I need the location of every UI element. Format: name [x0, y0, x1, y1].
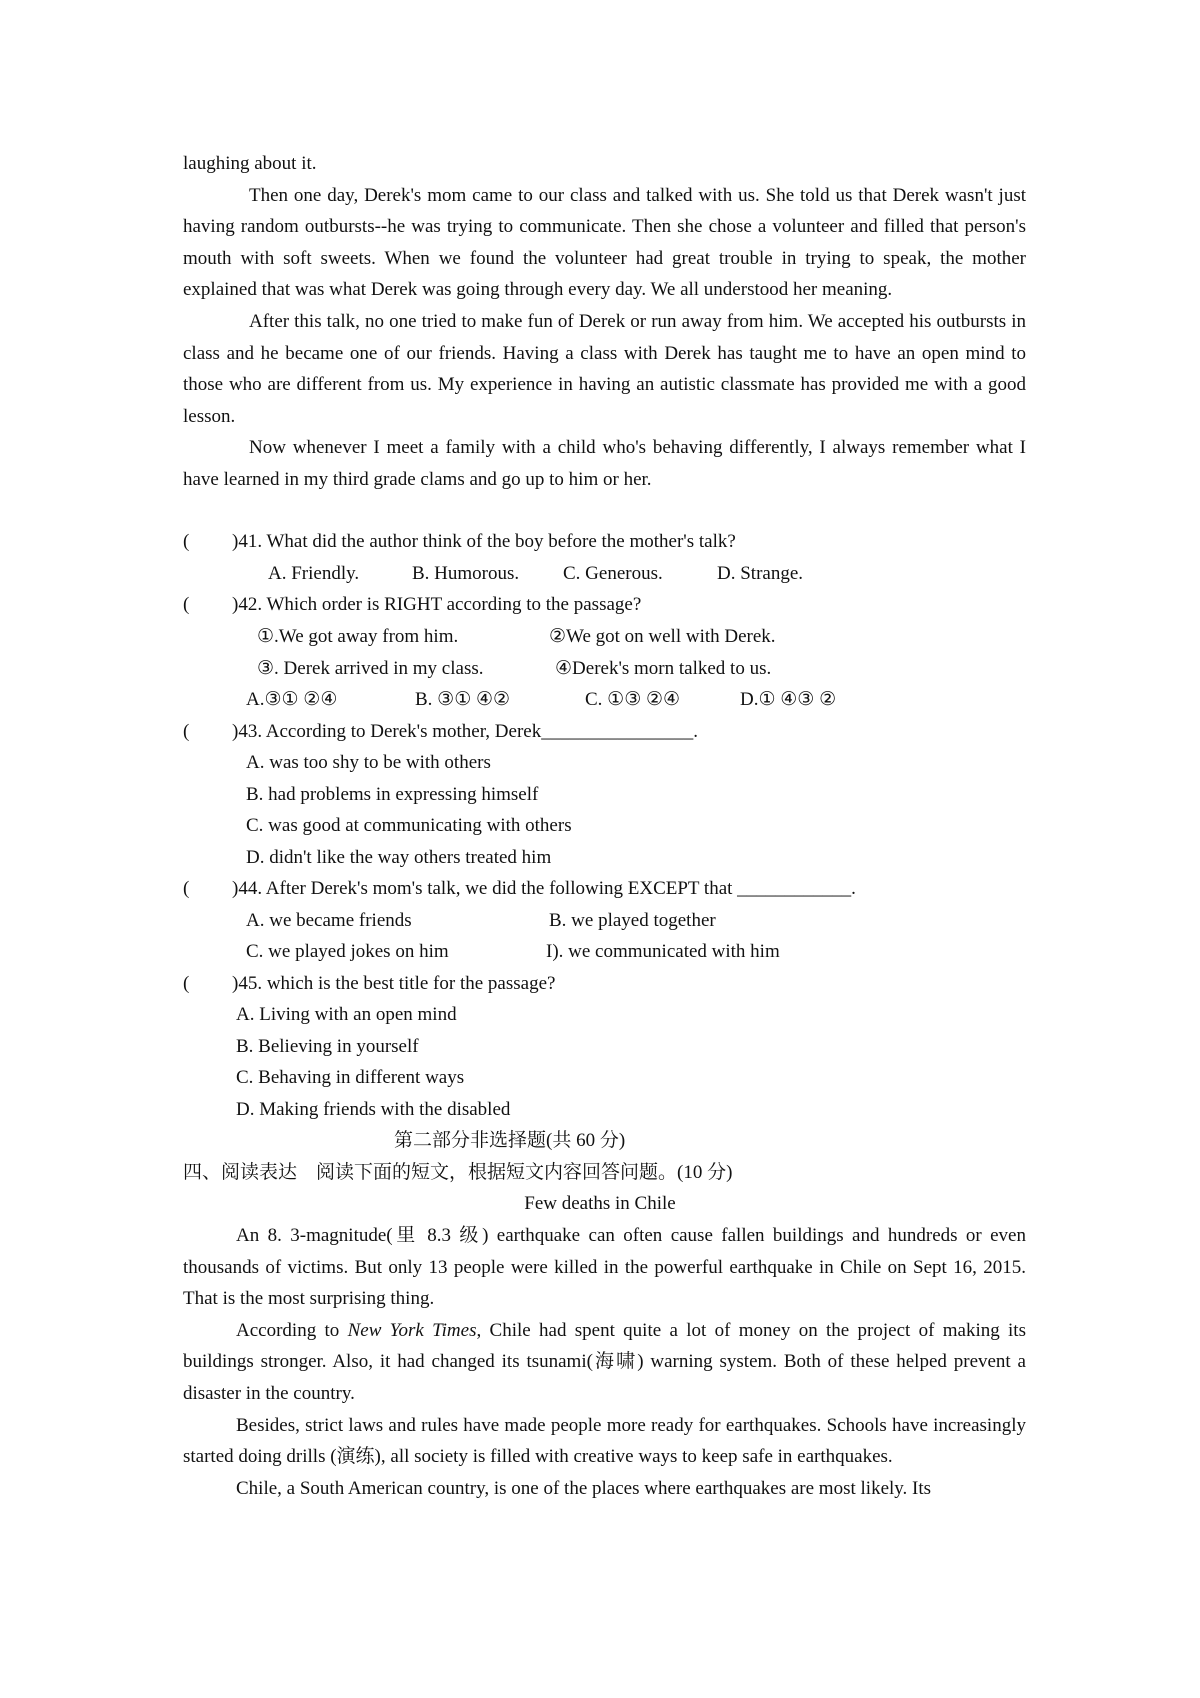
- option-d: D. didn't like the way others treated him: [246, 847, 552, 868]
- statement-3: ③. Derek arrived in my class.: [257, 658, 484, 679]
- option-c: C. we played jokes on him: [246, 941, 449, 962]
- option-b: B. had problems in expressing himself: [246, 784, 539, 805]
- answer-paren: (: [183, 721, 190, 742]
- question-stem: )45. which is the best title for the passage?: [232, 973, 556, 994]
- answer-paren: (: [183, 973, 190, 994]
- paragraph-4: Chile, a South American country, is one of the places where earthquakes are most likely. Its: [236, 1477, 932, 1499]
- section-heading: 四、阅读表达 阅读下面的短文，根据短文内容回答问题。(10 分): [183, 1162, 733, 1183]
- paragraph-2: [183, 1315, 1026, 1410]
- paragraph-3: Besides, strict laws and rules have made people more ready for earthquakes. Schools have increasingly started doing drills (演练), all society is filled with creative ways to keep safe in earthquakes.: [183, 1414, 1026, 1468]
- part-heading: 第二部分非选择题(共 60 分): [394, 1130, 626, 1151]
- statement-1: ①.We got away from him.: [257, 626, 459, 647]
- paragraph-0: laughing about it.: [183, 153, 317, 174]
- passage-title: Few deaths in Chile: [524, 1193, 676, 1214]
- question-stem: )44. After Derek's mom's talk, we did the following EXCEPT that ____________.: [232, 878, 856, 899]
- paragraph-3: Now whenever I meet a family with a child who's behaving differently, I always remember what I have learned in my third grade clams and go up to him or her.: [183, 437, 1026, 490]
- option-b: B. ③① ④②: [415, 689, 511, 710]
- statement-2: ②We got on well with Derek.: [549, 626, 776, 647]
- option-a: A. Living with an open mind: [236, 1004, 457, 1025]
- option-c: C. was good at communicating with others: [246, 815, 572, 836]
- option-d: D.① ④③ ②: [740, 689, 837, 710]
- paragraph-1: Then one day, Derek's mom came to our class and talked with us. She told us that Derek wasn't just having random outbursts--he was trying to communicate. Then she chose a volunteer and filled that person's mouth with soft sweets. When we found the volunteer had great trouble in trying to speak, the mother explained that was what Derek was going through every day. We all understood her meaning.: [183, 184, 1026, 301]
- answer-paren: (: [183, 878, 190, 899]
- statement-4: ④Derek's morn talked to us.: [555, 658, 772, 679]
- question-stem: )42. Which order is RIGHT according to the passage?: [232, 594, 642, 615]
- newspaper-title: New York Times: [347, 1319, 477, 1341]
- passage-derek: [183, 148, 1026, 496]
- paragraph-2: After this talk, no one tried to make fun of Derek or run away from him. We accepted his outbursts in class and he became one of our friends. Having a class with Derek has taught me to have an open mind to those who are different from us. My experience in having an autistic classmate has provided me with a good lesson.: [183, 310, 1026, 427]
- option-a: A. Friendly.: [268, 563, 360, 584]
- option-b: B. Humorous.: [412, 563, 520, 584]
- option-a: A. we became friends: [246, 910, 412, 931]
- option-b: B. Believing in yourself: [236, 1036, 419, 1057]
- option-c: C. ①③ ②④: [585, 689, 681, 710]
- option-a: A. was too shy to be with others: [246, 752, 491, 773]
- option-c: C. Generous.: [563, 563, 663, 584]
- answer-paren: (: [183, 594, 190, 615]
- option-c: C. Behaving in different ways: [236, 1067, 465, 1088]
- question-stem: )43. According to Derek's mother, Derek________________.: [232, 721, 698, 742]
- option-d: D. Strange.: [717, 563, 804, 584]
- option-b: B. we played together: [549, 910, 716, 931]
- answer-paren: (: [183, 531, 190, 552]
- p2-before: According to: [236, 1319, 348, 1341]
- paragraph-1: An 8. 3-magnitude(里 8.3 级) earthquake can often cause fallen buildings and hundreds or even thousands of victims. But only 13 people were killed in the powerful earthquake in Chile on Sept 16, 2015. That is the most surprising thing.: [183, 1225, 1026, 1310]
- option-d: D. Making friends with the disabled: [236, 1099, 511, 1120]
- p2-after: , Chile had spent quite a lot of money on the project of making its buildings stronger. Also, it had changed its tsunami(海啸) warning system. Both of these helped prevent a disaster in the country.: [183, 1319, 1026, 1404]
- option-d: I). we communicated with him: [546, 941, 780, 962]
- passage-chile: [183, 1220, 1026, 1504]
- option-a: A.③① ②④: [246, 689, 338, 710]
- question-stem: )41. What did the author think of the boy before the mother's talk?: [232, 531, 736, 552]
